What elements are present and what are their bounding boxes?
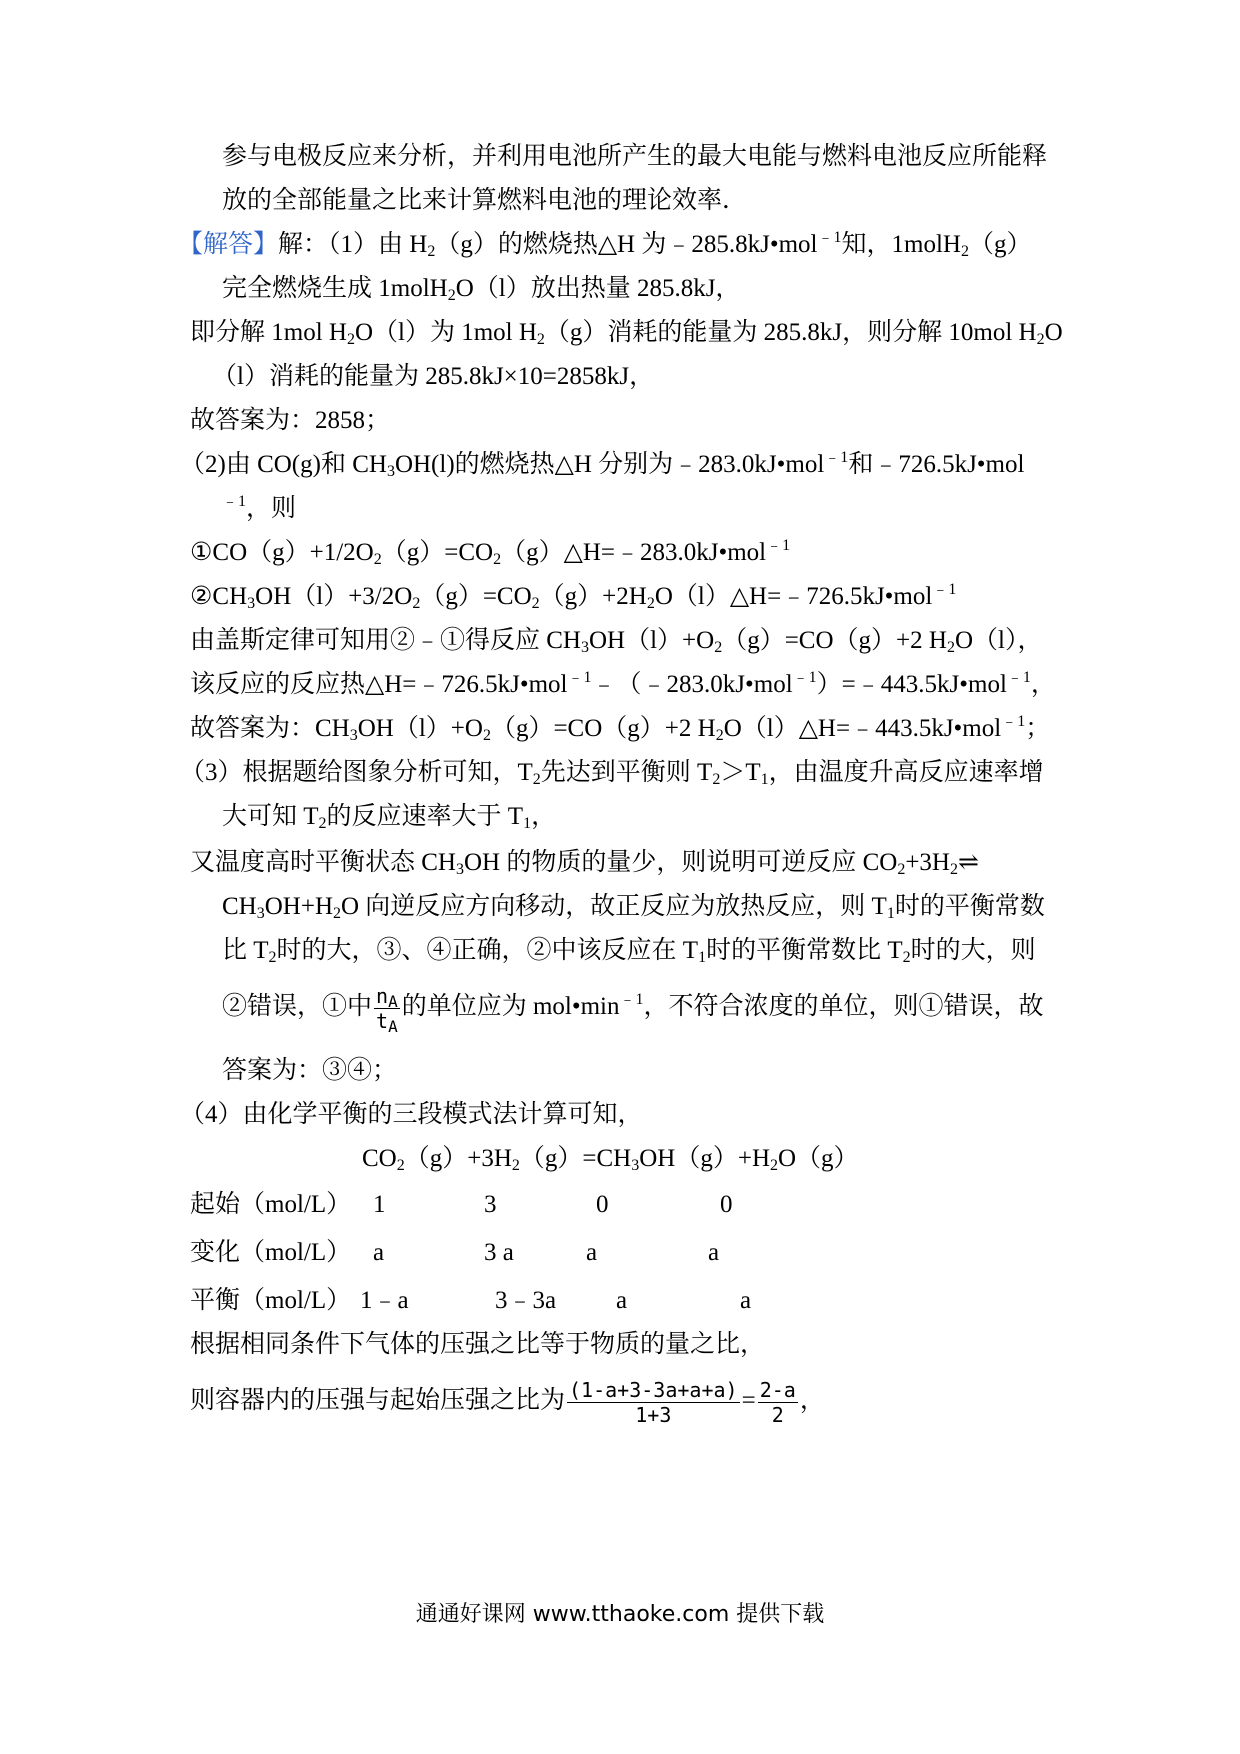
text-line: 该反应的反应热△H=﹣726.5kJ•mol$^{﹣1}$﹣（﹣283.0kJ•mol$^{﹣1}$）=﹣443.5kJ•mol$^{﹣1}$，: [190, 669, 1056, 698]
fraction: $\frac{(1-a+3-3a+a+a)}{1+3}$: [569, 1378, 738, 1427]
table-cell: a: [373, 1239, 385, 1266]
text-line: 比 $T_2$时的大，③、④正确，②中该反应在 $T_1$时的平衡常数比 $T_2$时的大，则: [222, 937, 1036, 966]
page-footer: 通通好课网 www.tthaoke.com 提供下载: [415, 1602, 825, 1627]
text-line: 故答案为：$CH_3OH(l)+O_2(g)=CO(g)+2$ $H_2O(l)\triangle H=﹣443.5kJ•mol^{﹣1}$；: [190, 713, 1051, 744]
answer-tag: 【解答】: [178, 231, 279, 258]
table-cell: 0: [720, 1191, 733, 1218]
text-line: $①CO(g)+1/2O_2(g)=CO_2(g)\triangle H=﹣283.0kJ•mol^{﹣1}$: [190, 537, 791, 568]
text-line: （l）消耗的能量为 285.8kJ×10=2858kJ，: [212, 363, 655, 390]
text-line: 大可知 $T_2$的反应速率大于 $T_1$，: [222, 803, 557, 832]
text-line: 根据相同条件下气体的压强之比等于物质的量之比，: [190, 1331, 766, 1358]
text-line: ②错误，①中 $\frac{n_A}{t_A}$ 的单位应为 $mol•\min^{﹣1}$，不符合浓度的单位，则①错误，故: [222, 984, 1044, 1036]
fraction: $\frac{n_A}{t_A}$: [376, 984, 398, 1036]
text-line: 又温度高时平衡状态 $CH_3OH$ 的物质的量少，则说明可逆反应 $CO_2+3H_2\rightleftharpoons$: [190, 849, 979, 878]
table-row-label: 平衡（mol/L）: [190, 1287, 352, 1314]
text-line: 由盖斯定律可知用②﹣①得反应 $CH_3OH(l)+O_2(g)=CO(g)+2$ $H_2O(l)$，: [190, 627, 1043, 656]
text-line: （3）根据题给图象分析可知，$T_2$先达到平衡则 $T_2>T_1$，由温度升高反应速率增: [180, 759, 1044, 788]
table-cell: a: [616, 1287, 628, 1314]
text-line: 则容器内的压强与起始压强之比为 $\frac{(1-a+3-3a+a+a)}{1+3}$ = $\frac{2-a}{2}$ ，: [190, 1378, 825, 1427]
text-line: $^{﹣1}$，则: [222, 493, 297, 522]
equation-line: $CO_2(g)+3H_2(g)=CH_3OH(g)+H_2O(g)$: [362, 1145, 859, 1174]
text-line: 答案为：③④；: [222, 1057, 398, 1084]
table-cell: a: [586, 1239, 598, 1266]
table-cell: 3: [484, 1191, 497, 1218]
table-cell: 3 a: [484, 1239, 514, 1266]
text-line: 【解答】解：（1）由 $H_2(g)$的燃烧热△H 为﹣285.8kJ•mol$^{﹣1}$知，1molH$_2$（g）: [178, 229, 1032, 260]
table-cell: 3﹣3a: [495, 1287, 557, 1314]
table-cell: 0: [596, 1191, 609, 1218]
fraction: $\frac{2-a}{2}$: [759, 1378, 796, 1427]
text-line: （2)由 CO(g)和 $CH_3OH(l)$的燃烧热△H 分别为﹣283.0kJ•mol$^{﹣1}$和﹣726.5kJ•mol: [180, 449, 1025, 480]
table-row-label: 变化（mol/L）: [190, 1239, 352, 1266]
text-line: 即分解 1mol $H_2O(l)$为 1mol $H_2(g)$消耗的能量为 285.8kJ，则分解 10mol $H_2O$: [190, 319, 1063, 348]
table-cell: a: [708, 1239, 720, 1266]
text-line: 参与电极反应来分析，并利用电池所产生的最大电能与燃料电池反应所能释: [222, 143, 1048, 170]
text-line: 完全燃烧生成 1molH$_2$O（l）放出热量 285.8kJ，: [222, 275, 741, 304]
text-line: $②CH_3OH(l)+3/2O_2(g)=CO_2(g)+2H_2O(l)\triangle H=﹣726.5kJ•mol^{﹣1}$: [190, 581, 957, 612]
text-line: $CH_3OH+H_2O$ 向逆反应方向移动，故正反应为放热反应，则 $T_1$时的平衡常数: [222, 893, 1045, 922]
text-line: （4）由化学平衡的三段模式法计算可知，: [180, 1101, 643, 1128]
text-line: 放的全部能量之比来计算燃料电池的理论效率．: [222, 187, 748, 214]
table-row-label: 起始（mol/L）: [190, 1191, 352, 1218]
text-line: 故答案为：2858；: [190, 407, 391, 434]
table-cell: 1: [373, 1191, 386, 1218]
table-cell: a: [740, 1287, 752, 1314]
table-cell: 1﹣a: [360, 1287, 409, 1314]
